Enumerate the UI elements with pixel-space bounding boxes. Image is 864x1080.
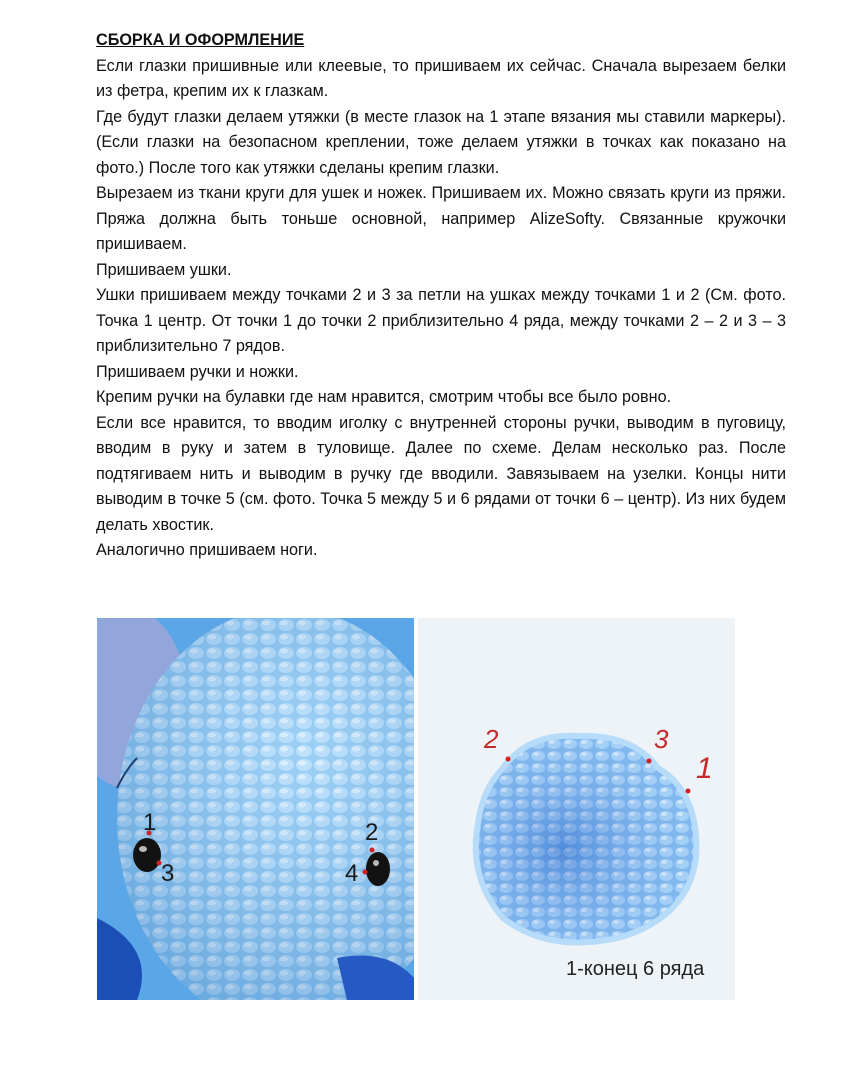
paragraph-button-joint: Если все нравится, то вводим иголку с внутренней стороны ручки, выводим в пуговицу, вводим в руку и затем в туловище. Далее по схеме. Делам несколько раз. После подтягиваем нить и выводим в ручку где вводили. Завязываем на узелки. Концы нити выводим в точке 5 (см. фото. Точка 5 между 5 и 6 рядами от точки 6 – центр). Из них будем делать хвостик. [96,413,786,534]
paragraph-ears-points: Ушки пришиваем между точками 2 и 3 за петли на ушках между точками 1 и 2 (См. фото. Точка 1 центр. От точки 1 до точки 2 приблизительно 4 ряда, между точками 2 – 2 и 3 – 3 приблизительно 7 рядов. [96,286,786,355]
photo-caption: 1-конец 6 ряда [566,958,705,980]
paragraph-circles: Вырезаем из ткани круги для ушек и ножек. Пришиваем их. Можно связать круги из пряжи. Пряжа должна быть тоньше основной, например AlizeSofty. Связанные кружочки пришиваем. [96,184,786,253]
marker-label: 3 [654,724,669,754]
marker-label: 2 [365,819,379,846]
photo-elephant-head [97,618,414,1000]
section-heading: СБОРКА И ОФОРМЛЕНИЕ [96,31,305,49]
instructions-text [96,28,786,564]
marker-dot [506,757,511,762]
paragraph-sew-ears: Пришиваем ушки. [96,260,232,279]
paragraph-eyes: Если глазки пришивные или клеевые, то пришиваем их сейчас. Сначала вырезаем белки из фетра, крепим их к глазкам. [96,56,786,100]
paragraph-pull-stitches: Где будут глазки делаем утяжки (в месте глазок на 1 этапе вязания мы ставили маркеры). (Если глазки на безопасном креплении, тоже делаем утяжки в точках как показано на фото.) После того как утяжки сделаны крепим глазки. [96,107,786,177]
marker-dot [363,870,368,875]
ear-circle-illustration [418,618,735,1000]
marker-label: 2 [484,724,499,754]
paragraph-pins: Крепим ручки на булавки где нам нравится, смотрим чтобы все было ровно. [96,388,672,406]
marker-label: 1 [143,809,157,836]
marker-label: 3 [161,860,175,887]
marker-dot [647,759,652,764]
photo-ear-circle [418,618,735,1000]
marker-label: 1 [696,752,713,785]
paragraph-legs: Аналогично пришиваем ноги. [96,541,318,559]
paragraph-sew-arms-legs: Пришиваем ручки и ножки. [96,362,299,381]
marker-dot [686,789,691,794]
marker-label: 4 [345,860,359,887]
elephant-head-illustration [97,618,414,1000]
marker-dot [370,848,375,853]
